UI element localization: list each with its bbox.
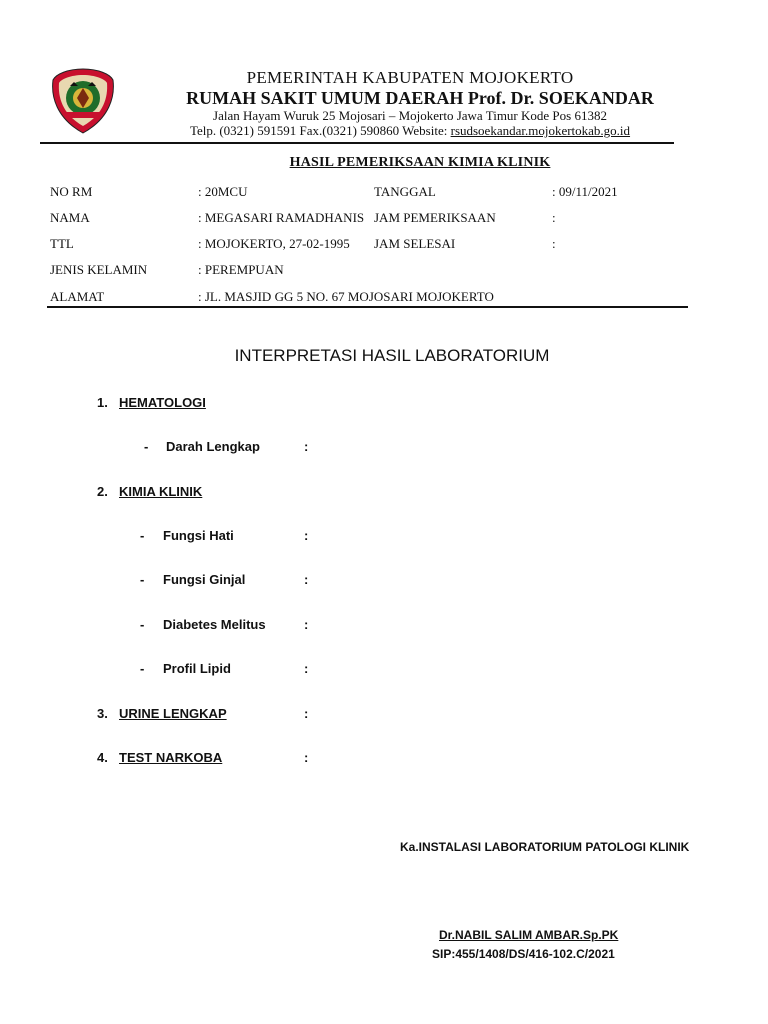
sub-fungsi-hati: Fungsi Hati xyxy=(163,528,234,543)
jam-selesai-label: JAM SELESAI xyxy=(374,236,456,251)
sub-dash: - xyxy=(144,439,149,454)
contact-text: Telp. (0321) 591591 Fax.(0321) 590860 Website: xyxy=(189,123,451,138)
rm-label: NO RM xyxy=(50,184,93,199)
interpretation-title: INTERPRETASI HASIL LABORATORIUM xyxy=(234,346,550,365)
alamat-value: : JL. MASJID GG 5 NO. 67 MOJOSARI MOJOKERTO xyxy=(198,289,494,304)
signature-title: Ka.INSTALASI LABORATORIUM PATOLOGI KLINIK xyxy=(400,840,690,854)
alamat-label: ALAMAT xyxy=(50,289,105,304)
hospital-emblem-logo xyxy=(48,66,118,136)
section-hematologi: HEMATOLOGI xyxy=(119,395,206,410)
jenis-kelamin-value: : PEREMPUAN xyxy=(198,262,284,277)
website-link[interactable]: rsudsoekandar.mojokertokab.go.id xyxy=(450,123,631,138)
profil-lipid-colon: : xyxy=(304,661,309,676)
jam-pemeriksaan-value: : xyxy=(552,210,556,225)
section-kimia-klinik: KIMIA KLINIK xyxy=(119,484,203,499)
hospital-address: Jalan Hayam Wuruk 25 Mojosari – Mojokerto Jawa Timur Kode Pos 61382 xyxy=(213,108,607,123)
header-divider xyxy=(40,142,674,144)
sub-fungsi-ginjal: Fungsi Ginjal xyxy=(163,572,246,587)
ttl-label: TTL xyxy=(50,236,74,251)
section-3-number: 3. xyxy=(97,706,108,721)
nama-value: : MEGASARI RAMADHANIS xyxy=(198,210,365,225)
darah-lengkap-colon: : xyxy=(304,439,309,454)
fungsi-hati-colon: : xyxy=(304,528,309,543)
signature-sip: SIP:455/1408/DS/416-102.C/2021 xyxy=(432,947,615,961)
rm-value: : 20MCU xyxy=(198,184,248,199)
section-4-number: 4. xyxy=(97,750,108,765)
section-2-number: 2. xyxy=(97,484,108,499)
jam-pemeriksaan-label: JAM PEMERIKSAAN xyxy=(374,210,496,225)
sub-dash: - xyxy=(140,617,145,632)
tanggal-value: : 09/11/2021 xyxy=(552,184,618,199)
nama-label: NAMA xyxy=(50,210,90,225)
section-1-number: 1. xyxy=(97,395,108,410)
report-title: HASIL PEMERIKSAAN KIMIA KLINIK xyxy=(289,155,551,170)
ttl-value: : MOJOKERTO, 27-02-1995 xyxy=(198,236,350,251)
diabetes-melitus-colon: : xyxy=(304,617,309,632)
signature-name: Dr.NABIL SALIM AMBAR.Sp.PK xyxy=(439,928,619,942)
section-urine-lengkap: URINE LENGKAP xyxy=(119,706,227,721)
fungsi-ginjal-colon: : xyxy=(304,572,309,587)
tanggal-label: TANGGAL xyxy=(374,184,436,199)
jenis-kelamin-label: JENIS KELAMIN xyxy=(50,262,148,277)
hospital-contact xyxy=(120,123,700,139)
sub-diabetes-melitus: Diabetes Melitus xyxy=(163,617,266,632)
section-test-narkoba: TEST NARKOBA xyxy=(119,750,223,765)
sub-dash: - xyxy=(140,661,145,676)
test-narkoba-colon: : xyxy=(304,750,309,765)
sub-dash: - xyxy=(140,528,145,543)
info-divider xyxy=(47,306,688,308)
jam-selesai-value: : xyxy=(552,236,556,251)
sub-profil-lipid: Profil Lipid xyxy=(163,661,231,676)
sub-dash: - xyxy=(140,572,145,587)
government-name: PEMERINTAH KABUPATEN MOJOKERTO xyxy=(246,68,574,87)
urine-lengkap-colon: : xyxy=(304,706,309,721)
hospital-name: RUMAH SAKIT UMUM DAERAH Prof. Dr. SOEKANDAR xyxy=(186,88,654,108)
sub-darah-lengkap: Darah Lengkap xyxy=(166,439,260,454)
